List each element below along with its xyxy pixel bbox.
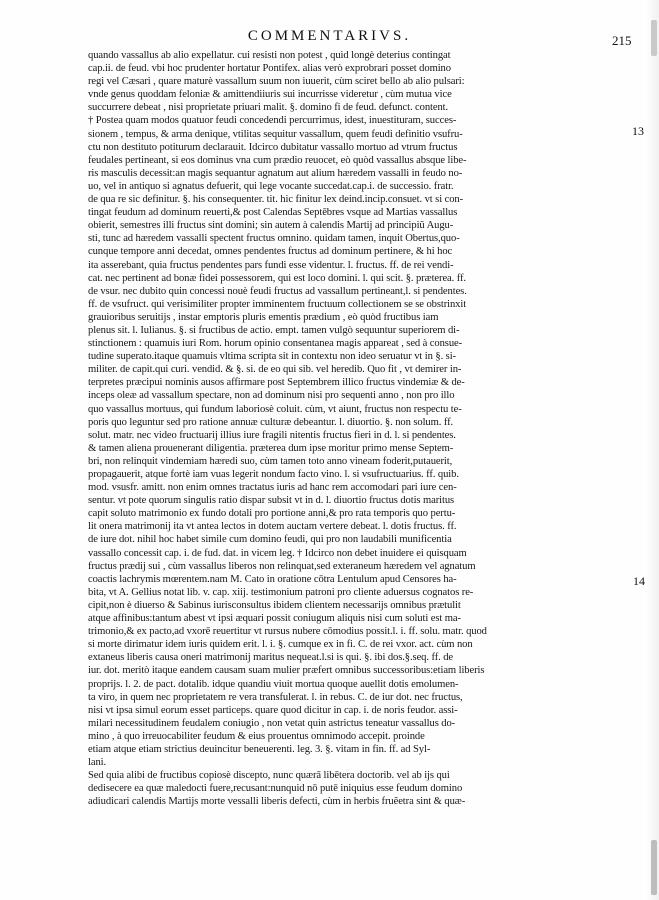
text-line: ff. de vsufruct. qui verisimiliter propter imminentem fructuum collectionem se se obstrinxit xyxy=(88,298,467,310)
text-line: obierit, semestres illi fructus sint domini; sin autem à calendis Martij ad principiũ Augu- xyxy=(88,220,454,232)
body-text xyxy=(88,49,612,822)
text-line: de vsur. nec dubito quin concessi nouè feudi fructus ad vassallum pertineant,l. si pendentes. xyxy=(88,285,467,297)
binding-mark xyxy=(651,20,657,56)
text-line: propagauerit, atque fortè iam vuas legerit nondum facto vino. l. si vsufructuarius. ff. quib. xyxy=(88,469,459,480)
text-line: poris quo leguntur sed pro ratione annuæ culturæ debeantur. l. diuortio. §. non solum. ff. xyxy=(88,416,454,428)
text-line: bita, vt A. Gellius notat lib. v. cap. xiij. testimonium patroni pro cliente aduersus cognatos re- xyxy=(88,586,474,598)
text-line: & tamen aliena prouenerant diligentia. præterea dum ipse moritur primo mense Septem- xyxy=(88,442,454,454)
margin-note-number: 14 xyxy=(633,574,645,588)
text-line: ta viro, in quem nec proprietatem re vera transfulerat. l. in rebus. C. de iur dot. nec fructus, xyxy=(88,691,463,703)
text-line: grauioribus seruitijs , instar emptoris pluris ementis prædium , eò quòd fructibus iam xyxy=(88,311,439,323)
running-head: COMMENTARIVS. xyxy=(247,28,412,44)
text-line: plenus sit. l. Iulianus. §. si fructibus de actio. empt. tamen vulgò sequuntur superiorem di- xyxy=(88,324,460,336)
text-line: capit soluto matrimonio ex fundo dotali pro portione anni,& pro rata temporis quo pertu- xyxy=(88,508,456,520)
text-line: sionem , tempus, & arma denique, vtilitas sequitur vassallum, quem feudi definitio vsufru- xyxy=(88,128,463,140)
text-line: ctu non destituto potiturum declarauit. Idcirco dubitatur vassallo mortuo ad vtrum fructus xyxy=(88,141,458,153)
text-line xyxy=(88,808,612,821)
text-line: extaneus liberis causa oneri matrimonij maritus nequeat.l.si is qui. §. ibi dos.§.seq. ff. de xyxy=(88,652,454,664)
text-line: lani. xyxy=(88,757,107,769)
text-line: regi vel Cæsari , quare maturè vassallum suum non iuuerit, cùm sciret bello ab alio pulsari: xyxy=(88,76,465,88)
text-line: etiam atque etiam strictius deuincitur beneuerenti. leg. 3. §. vitam in fin. ff. ad Syl- xyxy=(88,743,431,755)
text-line: sti, tunc ad hæredem vassalli spectent fructus omnino. quidam tamen, inquit Obertus,quo- xyxy=(88,233,460,245)
text-line: cap.ii. de feud. vbi hoc prudenter hortatur Pontifex. alias verò exprobrari posset domino xyxy=(88,63,451,75)
text-line: Sed quia alibi de fructibus copiosè discepto, nunc quærā libētera doctorib. vel ab ijs qui xyxy=(88,770,450,782)
text-line: feudales pertineant, si eos dominus vna cum prædio reuocet, eò quòd vassallus absque libe- xyxy=(88,154,467,166)
page-number: 215 xyxy=(612,33,632,48)
text-line: milari necessitudinem feudalem coniugio , non vetat quin astrictus teneatur vassallus do- xyxy=(88,717,456,729)
text-line: si morte dirimatur idem iuris quidem erit. l. i. §. cumque ex in fi. C. de rei vxor. act. cùm non xyxy=(88,639,473,651)
text-line: vnde genus quoddam feloniæ & amittendiiuris sui incurrisse videretur , cùm mutua vice xyxy=(88,89,452,101)
text-line: quo vassallus mortuus, qui fundum laboriosè coluit. cùm, vt aiunt, fructus non respectu te- xyxy=(88,403,462,415)
text-line: vassallo concessit cap. i. de fud. dat. in vicem leg. † Idcirco non debet inuidere ei quisquam xyxy=(88,547,467,559)
page-edge-shadow xyxy=(645,0,659,900)
text-line: sentur. vt pote quorum singulis ratio dispar subsit vt in d. l. diuortio fructus dotis maritus xyxy=(88,495,455,507)
text-line: militer. de capit.qui curi. vendid. & §. si. de eo qui sib. vel heredib. Quo fit , vt demirer in- xyxy=(88,364,462,376)
text-line: mod. vsusfr. amitt. non enim omnes tractatus iuris ad hanc rem accomodari pari iure cen- xyxy=(88,482,457,494)
text-line: ris masculis decessit:an magis sequantur agnatum aut alium hæredem vassalli in feudo no- xyxy=(88,167,463,179)
text-line: iur. dot. meritò itaque eandem causam suam mulier præfert omnibus successoribus:etiam liberis xyxy=(88,665,485,677)
text-line: ita asserebant, quia fructus pendentes pars fundi esse videntur. l. fructus. ff. de rei vendi- xyxy=(88,259,454,271)
text-line: de qua re sic definitur. §. his consequenter. tit. hic finitur lex deind.incip.consuet. vt si con- xyxy=(88,194,464,206)
text-line: cipit,non è diuerso & Sabinus iurisconsultus ibidem clientem necessarijs omnibus prætulit xyxy=(88,599,461,611)
text-line: lit onera matrimonij ita vt antea lectos in dotem auctam vertere debeat. l. dotis fructus. ff. xyxy=(88,521,457,533)
text-line: uo, vel in antiquo si agnatus defuerit, qui lege vocante succedat.cap.i. de successio. fratr. xyxy=(88,180,454,192)
text-line: quando vassallus ab alio expellatur. cui resisti non potest , quid longè deterius contingat xyxy=(88,50,451,61)
text-line: mino , à quo irreuocabiliter feudum & eius prouentus omnimodo accepit. proinde xyxy=(88,730,425,742)
text-line: trimonio,& ex pacto,ad vxorē reuertitur vt rursus nubere cōmodius possit.l. i. ff. solu. matr. quod xyxy=(88,626,487,638)
text-line: nisi vt ipsa simul eorum esset particeps. quare quod dicitur in cap. i. de noris feudor. assi- xyxy=(88,704,458,716)
text-line: atque affinibus:tantum abest vt ipsi æquari possit coniugum aliquis nisi cum soluti est ma- xyxy=(88,613,461,625)
text-line: cat. nec pertinent ad bonæ fidei possessorem, qui est loco domini. l. qui scit. §. præterea. ff. xyxy=(88,272,466,284)
text-line: cunque tempore anni decedat, omnes pendentes fructus ad dominum pertinere, & hi hoc xyxy=(88,246,453,258)
text-line: † Postea quam modos quatuor feudi concedendi percurrimus, idest, inuestituram, succes- xyxy=(88,115,457,127)
text-line: tudine superato.itaque quamuis vltima scripta sit in contextu non ideo seruatur vt in §. si- xyxy=(88,351,456,363)
text-line: succurrere debeat , nisi proprietate priuari malit. §. domino fi de feud. defunct. content. xyxy=(88,102,449,114)
binding-mark xyxy=(651,840,657,895)
text-line: bri, non relinquit vindemiam hæredi suo, cùm tamen toto anno vineam foderit,putauerit, xyxy=(88,455,453,467)
text-line: adiudicari calendis Martijs morte vessalli liberis defecti, cùm in herbis fruẽetra sint & quæ- xyxy=(88,796,466,808)
text-line: coactis lachrymis mœrentem.nam M. Cato in oratione cōtra Lentulum apud Censores ha- xyxy=(88,573,457,585)
text-line: de iure dot. nihil hoc habet simile cum domino feudi, qui pro non laudabili munificentia xyxy=(88,534,452,546)
text-line: tingat feudum ad dominum reuerti,& post Calendas Septēbres vsque ad Martias vassallus xyxy=(88,207,458,219)
text-line: solut. matr. nec video fructuarij illius iure fragili nitentis fructus fieri in d. l. si pendentes. xyxy=(88,429,456,441)
text-line: inceps oleæ ad vassallum spectare, non ad dominum nisi pro sequenti anno , non pro illo xyxy=(88,390,455,402)
text-line: proprijs. l. 2. de pact. dotalib. idque quandiu viuit mortua quoque auellit dotis emolumen- xyxy=(88,678,459,690)
text-line: fructus prædij sui , cùm vassallus liberos non relinquat,sed exteraneum hæredem vel agnatum xyxy=(88,560,476,572)
margin-note-number: 13 xyxy=(632,124,644,138)
text-line: dedisecere ea quæ maledocti fuere,recusant:nunquid nō putē iniquius esse feudum domino xyxy=(88,783,463,795)
text-line: terpretes præcipui nominis ausos affirmare post Septembrem illico fructus vindemiæ & de- xyxy=(88,377,465,389)
text-line: stinctionem : quamuis iuri Rom. horum opinio consentanea magis appareat , sed à consue- xyxy=(88,338,463,350)
